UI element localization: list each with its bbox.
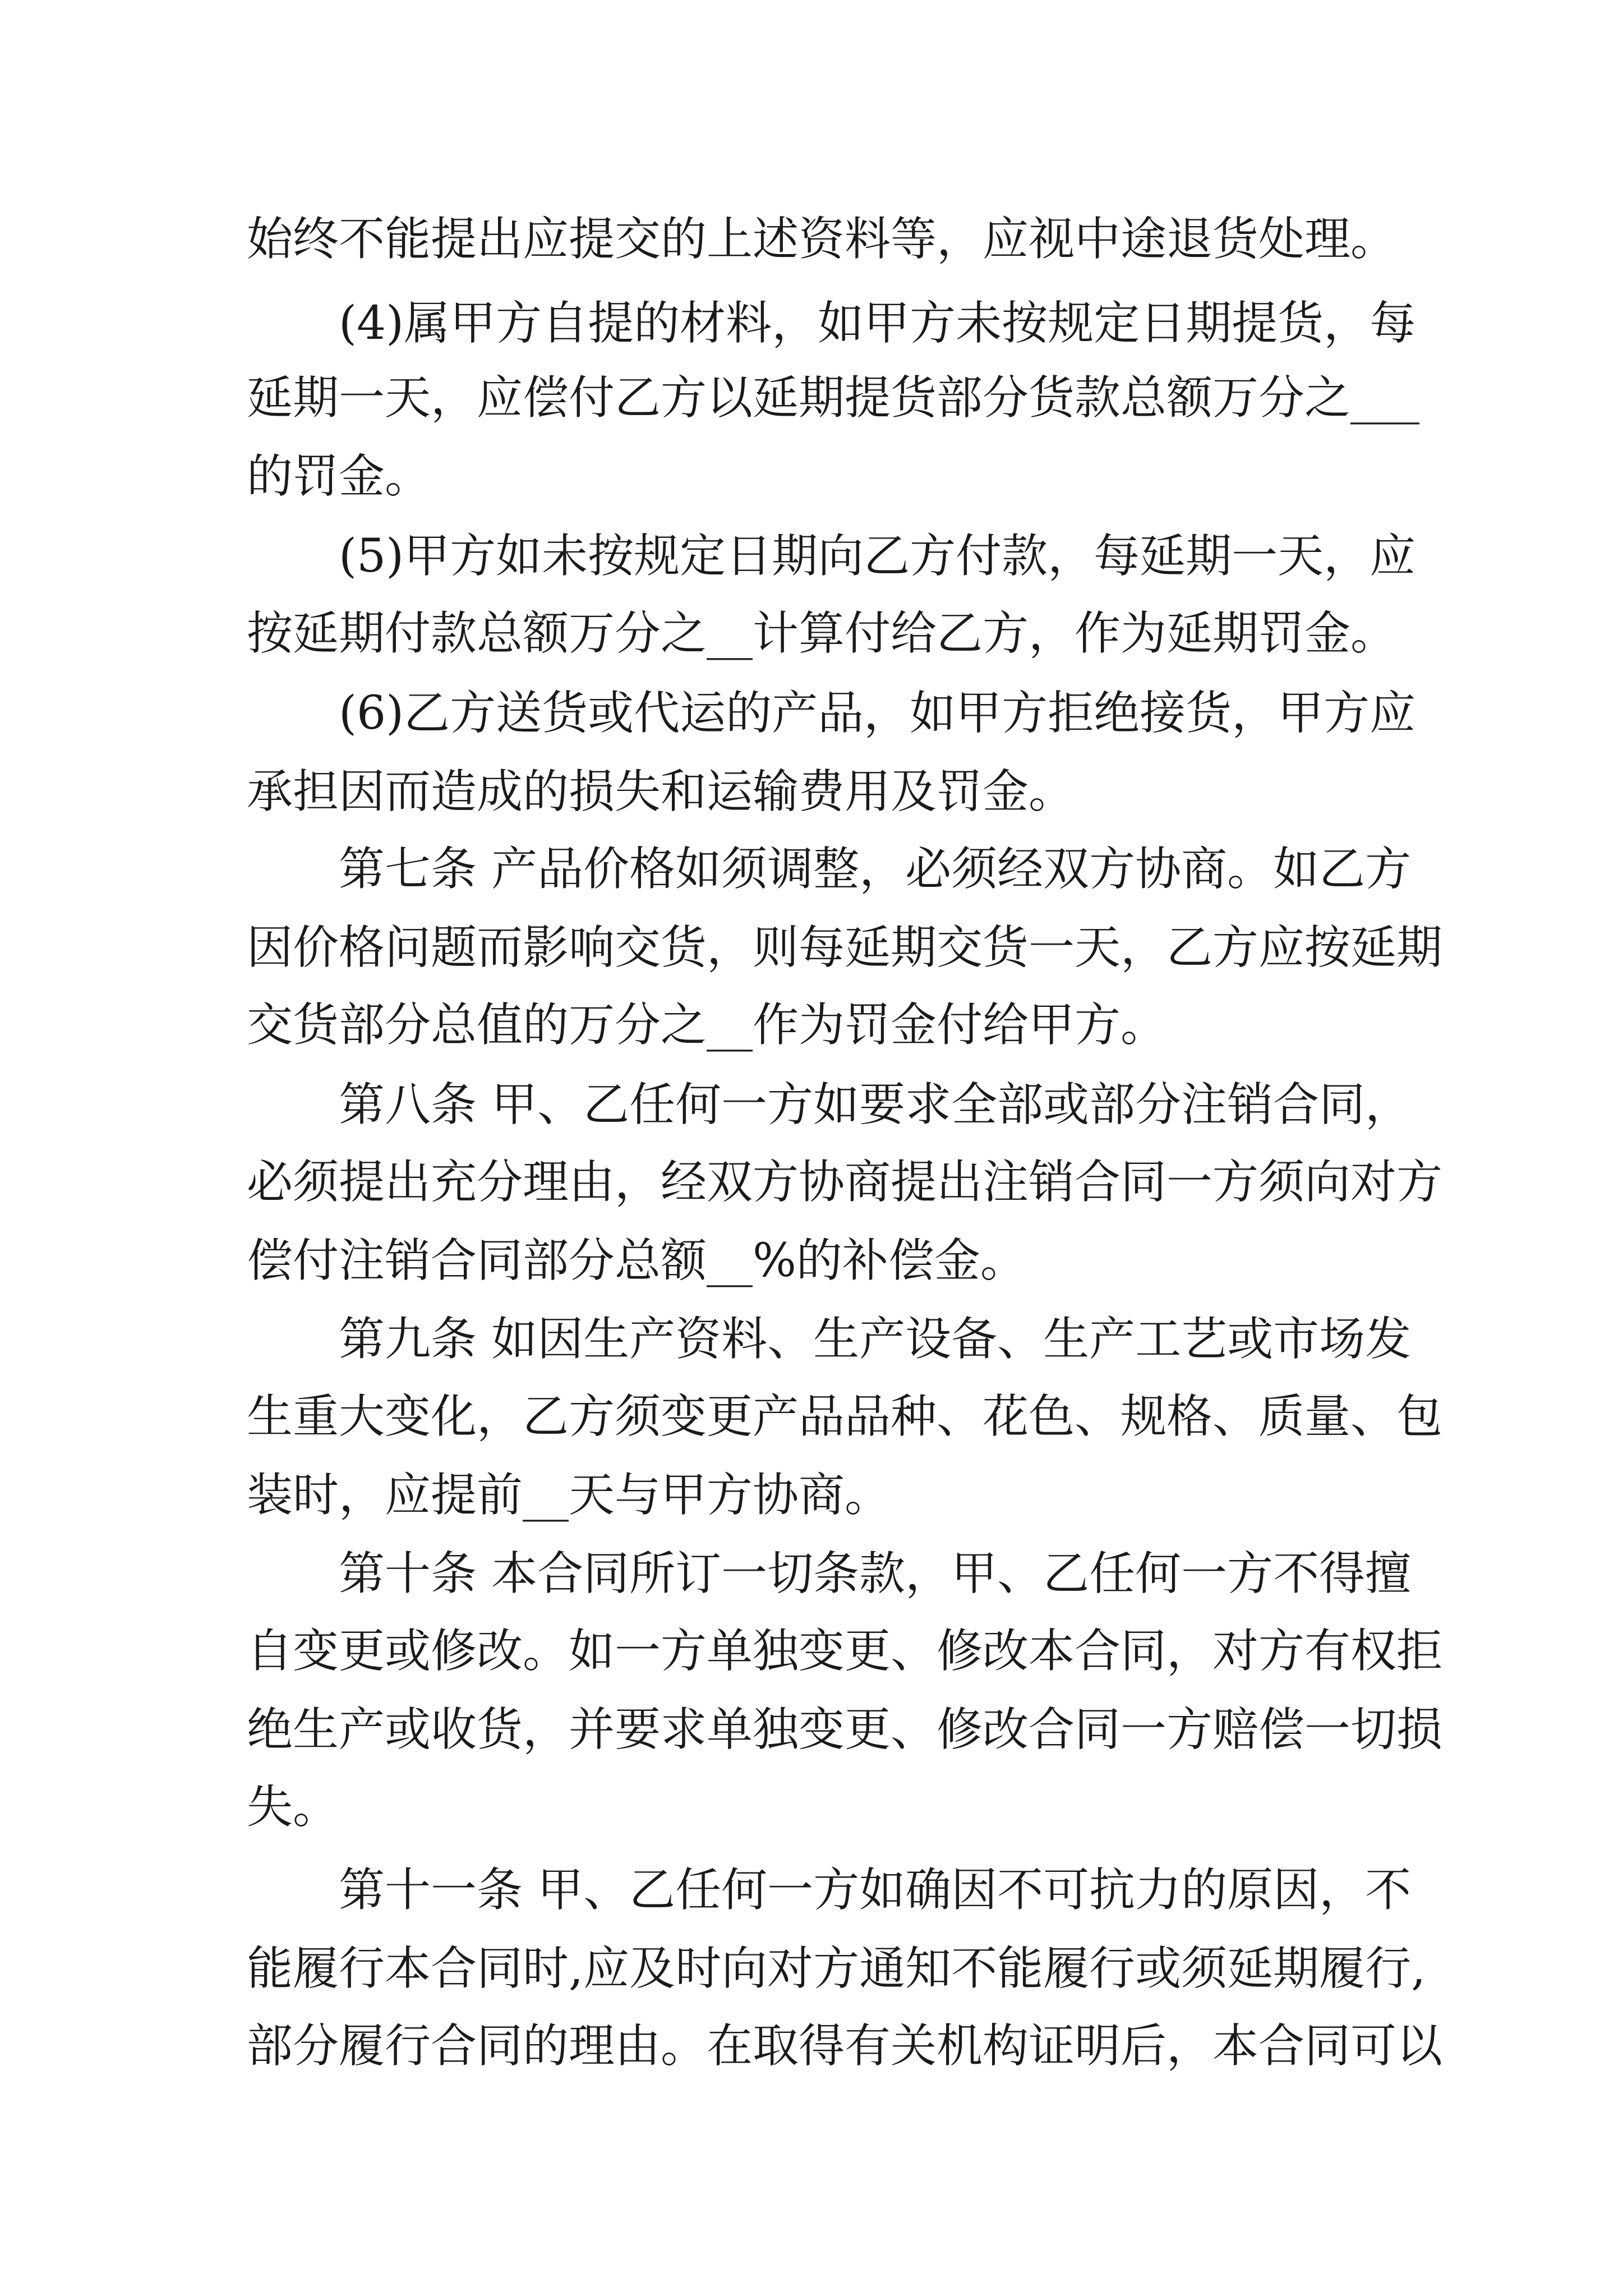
text-line: 绝生产或收货，并要求单独变更、修改合同一方赔偿一切损 — [247, 1703, 1443, 1756]
text-line: 延期一天，应偿付乙方以延期提货部分货款总额万分之___ — [247, 371, 1420, 425]
text-line: 生重大变化，乙方须变更产品品种、花色、规格、质量、包 — [247, 1390, 1443, 1443]
text-line: 第八条 甲、乙任何一方如要求全部或部分注销合同， — [339, 1078, 1412, 1131]
text-line: 的罚金。 — [247, 450, 431, 503]
text-line: 第七条 产品价格如须调整，必须经双方协商。如乙方 — [339, 843, 1412, 896]
text-line: 失。 — [247, 1780, 339, 1834]
text-line: 承担因而造成的损失和运输费用及罚金。 — [247, 765, 1075, 818]
text-line: 因价格问题而影响交货，则每延期交货一天，乙方应按延期 — [247, 921, 1443, 974]
text-line: (6)乙方送货或代运的产品，如甲方拒绝接货，甲方应 — [339, 687, 1416, 740]
text-line: 自变更或修改。如一方单独变更、修改本合同，对方有权拒 — [247, 1625, 1443, 1678]
text-line: 第十一条 甲、乙任何一方如确因不可抗力的原因，不 — [339, 1864, 1412, 1917]
text-line: 交货部分总值的万分之__作为罚金付给甲方。 — [247, 999, 1167, 1052]
text-line: 偿付注销合同部分总额__%的补偿金。 — [247, 1234, 1026, 1287]
text-line: 始终不能提出应提交的上述资料等，应视中途退货处理。 — [247, 213, 1397, 266]
text-line: 第九条 如因生产资料、生产设备、生产工艺或市场发 — [339, 1313, 1412, 1366]
text-line: (4)属甲方自提的材料，如甲方未按规定日期提货，每 — [339, 297, 1416, 350]
text-line: 第十条 本合同所订一切条款，甲、乙任何一方不得擅 — [339, 1547, 1412, 1600]
text-line: 必须提出充分理由，经双方协商提出注销合同一方须向对方 — [247, 1156, 1443, 1209]
text-line: 装时，应提前__天与甲方协商。 — [247, 1469, 891, 1522]
text-line: (5)甲方如未按规定日期向乙方付款，每延期一天，应 — [339, 530, 1416, 583]
text-line: 按延期付款总额万分之__计算付给乙方，作为延期罚金。 — [247, 607, 1397, 660]
text-line: 能履行本合同时,应及时向对方通知不能履行或须延期履行, — [247, 1942, 1426, 1995]
text-line: 部分履行合同的理由。在取得有关机构证明后，本合同可以 — [247, 2019, 1443, 2073]
